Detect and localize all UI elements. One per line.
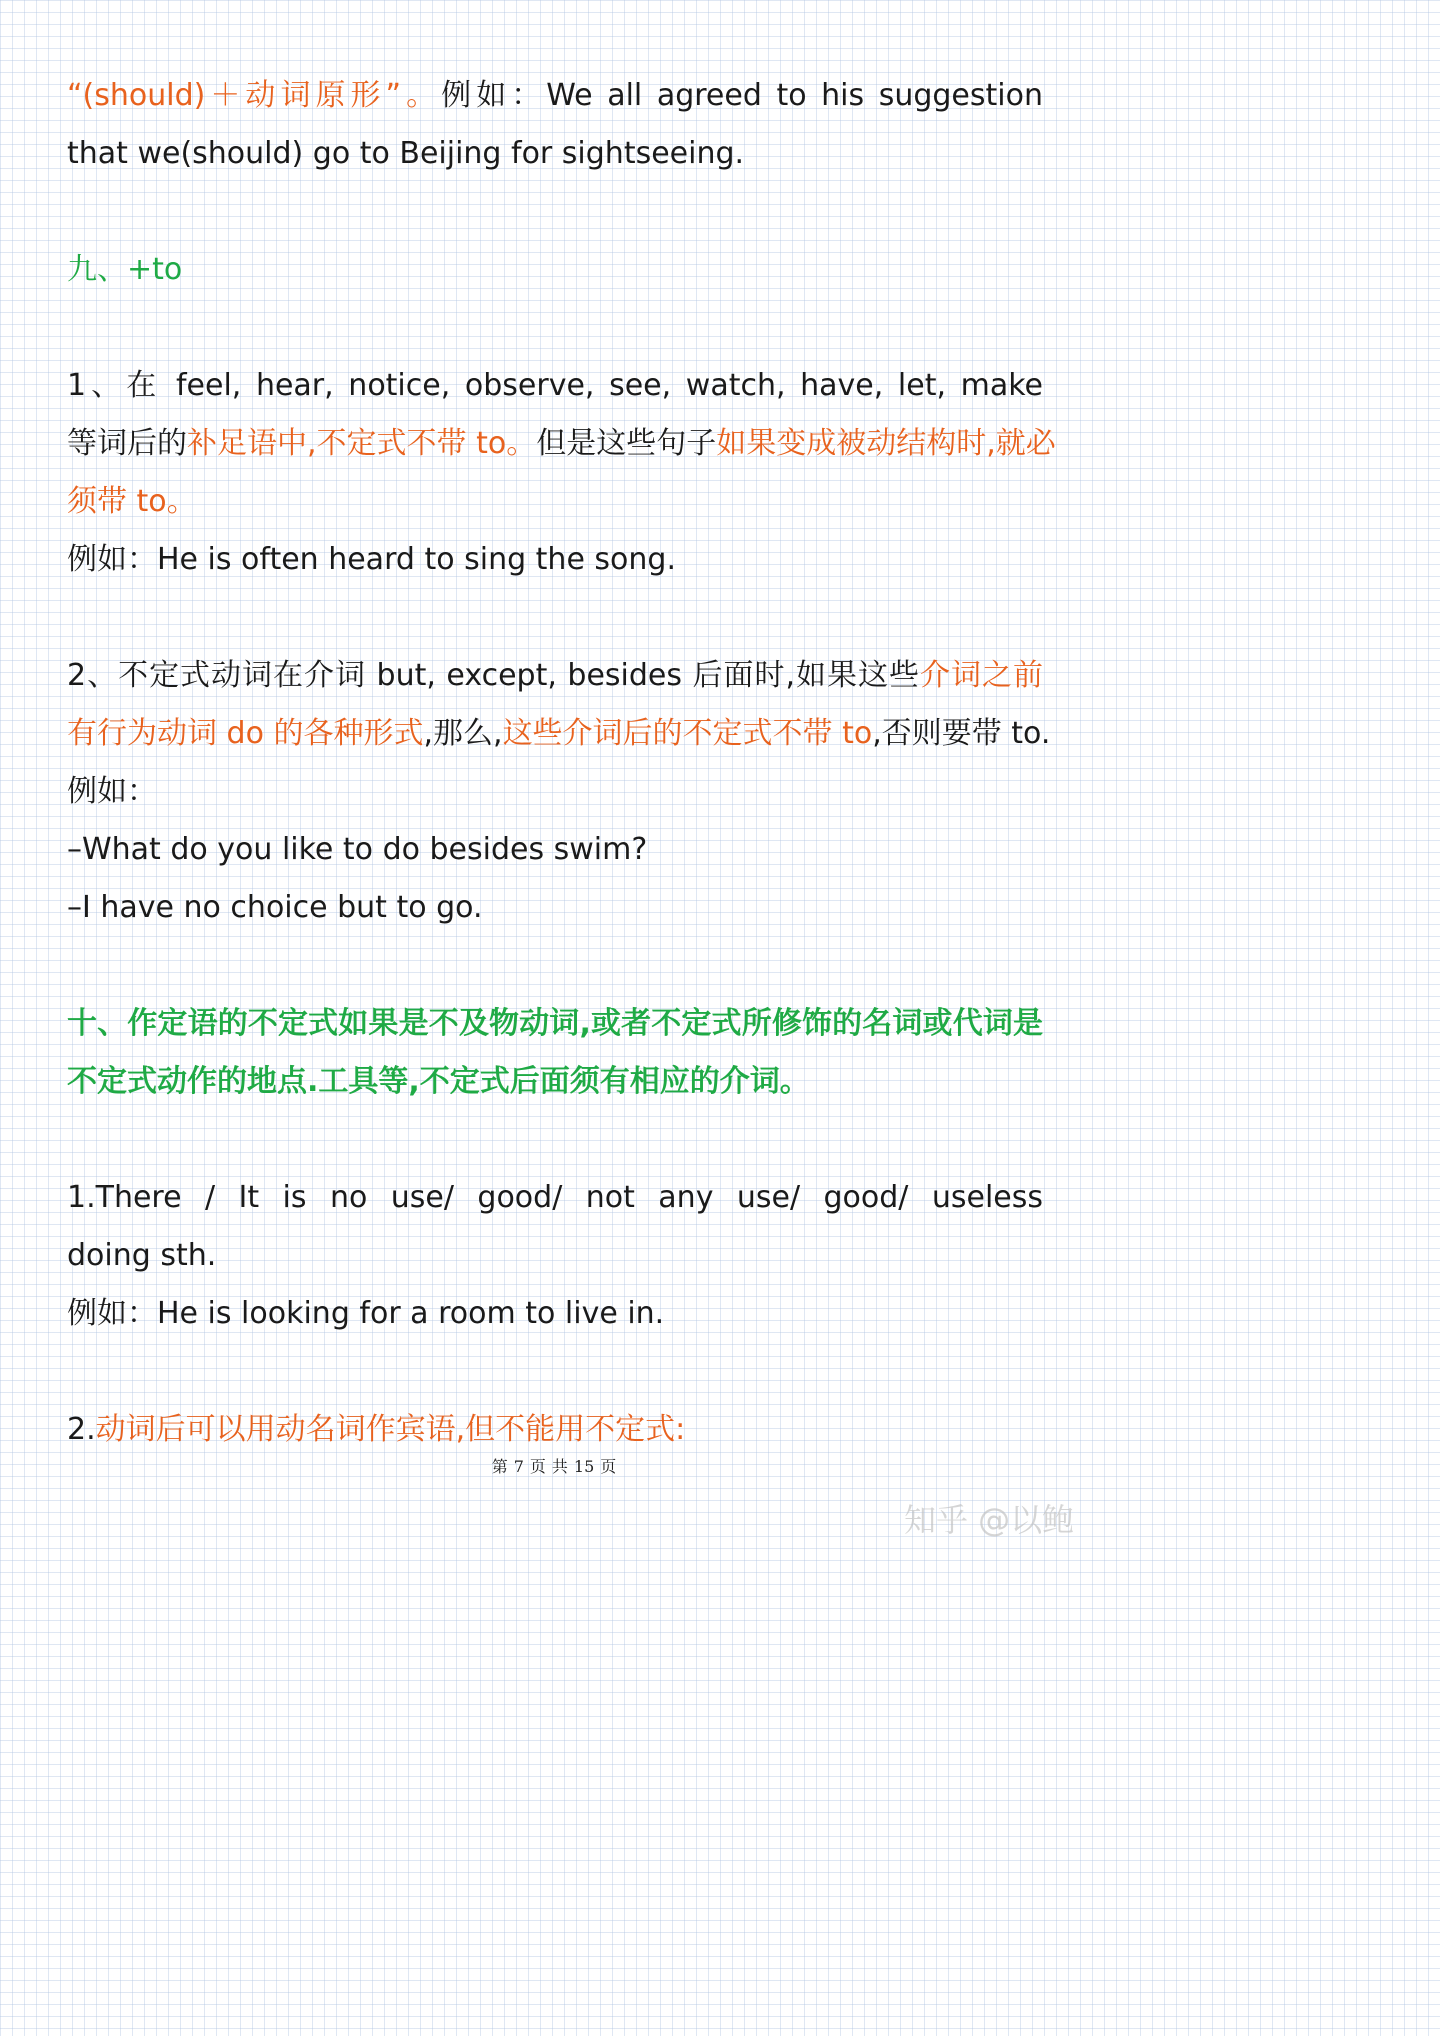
s10-item2-text: 动词后可以用动名词作宾语,但不能用不定式: [95,1412,686,1447]
s8-line1-highlight: “(should)＋动词原形”。 [67,78,442,113]
footer-total-word: 页 [600,1457,617,1476]
s8-line1 [67,76,1043,116]
s9-item2-line2-b: ,那么, [423,716,503,751]
footer-total-prefix: 共 [551,1457,568,1476]
s10-item1-example: 例如：He is looking for a room to live in. [67,1296,665,1331]
s9-item2-example-1: –What do you like to do besides swim? [67,832,648,867]
s9-item1-line2-d: 如果变成被动结构时,就必 [716,426,1056,461]
s9-item2-example-2: –I have no choice but to go. [67,890,483,925]
section9-heading: 九、+to [67,252,183,287]
s9-item1-line2-b: 补足语中,不定式不带 to。 [187,426,537,461]
s10-item1-line1: 1.There / It is no use/ good/ not any use/ good/ useless [67,1180,1043,1215]
s9-item1-line1: 1、在 feel, hear, notice, observe, see, watch, have, let, make [67,368,1043,403]
s9-item2-line1-a: 2、不定式动词在介词 but, except, besides 后面时,如果这些 [67,658,921,693]
zhihu-watermark: 知乎 @以鲍 [904,1501,1075,1539]
s9-item2-line1 [67,656,1043,696]
s9-item1-line2-c: 但是这些句子 [536,426,717,461]
s9-item2-line1-b: 介词之前 [920,658,1043,693]
s9-item1-line2 [67,424,1056,464]
s9-item2-example-label: 例如： [67,774,157,809]
page-footer [0,1457,1108,1477]
s9-item2-line2 [67,714,1051,754]
s9-item2-line2-c: 这些介词后的不定式不带 to [502,716,873,751]
s9-item1-example: 例如：He is often heard to sing the song. [67,542,677,577]
s9-item1-line2-a: 等词后的 [67,426,187,461]
s9-item1-line3: 须带 to。 [67,484,197,519]
s10-item2 [67,1410,1043,1450]
footer-total-pages: 15 [573,1457,595,1476]
s9-item2-line2-a: 有行为动词 do 的各种形式 [67,716,424,751]
footer-page-word: 页 [529,1457,546,1476]
s8-line2: that we(should) go to Beijing for sightseeing. [67,136,745,171]
footer-prefix: 第 [491,1457,508,1476]
s9-item2-line2-d: ,否则要带 to. [872,716,1051,751]
s8-line1-example: 例如：We all agreed to his suggestion [441,78,1043,113]
s10-item2-num: 2. [67,1412,96,1447]
footer-page-number: 7 [513,1457,524,1476]
s10-item1-line2: doing sth. [67,1238,217,1273]
section10-heading-line2: 不定式动作的地点.工具等,不定式后面须有相应的介词。 [67,1064,810,1099]
section10-heading-line1: 十、作定语的不定式如果是不及物动词,或者不定式所修饰的名词或代词是 [67,1006,1043,1041]
